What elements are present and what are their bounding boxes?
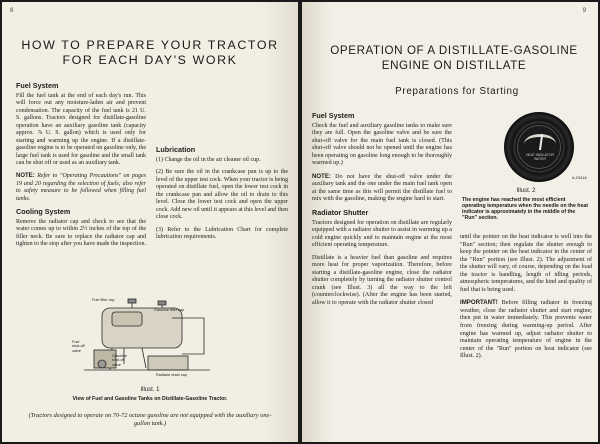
gauge-face — [517, 125, 561, 169]
figure-title: Illust. 1 — [140, 387, 160, 393]
paragraph: Remove the radiator cap and check to see that the water comes up to within 2½ inches of the top of the filler neck. Be sure to replace the radiator cap and tighten to the stop after you have made the inspection. — [16, 218, 146, 248]
label-gasoline-filler-cap: Gasoline filler cap — [154, 308, 185, 312]
note-paragraph — [16, 173, 146, 203]
figure-code: A-2341A — [572, 176, 587, 180]
figure-title: Illust. 2 — [516, 188, 536, 194]
gauge-label: HEAT INDICATOR WATER — [525, 153, 554, 161]
list-item: (1) Change the oil in the air cleaner oil cup. — [156, 156, 261, 163]
section-heading-cooling-system: Cooling System — [16, 207, 71, 217]
label-fuel-shutoff-valve: Fuel shut-off valve — [72, 340, 85, 353]
paragraph: Check the fuel and auxiliary gasoline tanks to make sure they are full. Open the gasoline valve and be sure the shut-off valve for the main fuel tank is closed. (This shut-off valve should not be opened until the engine has been operating on gasoline long enough to be thoroughly warmed up.) — [312, 122, 452, 167]
important-text: Before filling radiator in freezing weather, close the radiator shutter and start engine; then put in water immediately. This prevents water from freezing during warming-up period. After engine has warmed up, adjust radiator shutter to maintain operating temperature of engine in the center of the "Run" portion on heat indicator (see Illust. 2). — [460, 300, 593, 360]
label-gasoline-shutoff-valve: Gasoline shut-off valve — [112, 354, 127, 367]
right-page — [302, 2, 598, 442]
section-heading-lubrication: Lubrication — [156, 145, 196, 154]
note-label: NOTE: — [16, 173, 35, 180]
figure-caption: The engine has reached the most efficient operating temperature when the needle on the heat indicator is approximately in the middle of the "Run" section. — [462, 197, 588, 221]
tank-illustration — [72, 298, 222, 382]
left-column-2 — [156, 142, 288, 247]
page-subtitle: Preparations for Starting — [395, 86, 519, 97]
page-number: 9 — [582, 8, 586, 14]
list-item: (3) Refer to the Lubrication Chart for complete lubrication requirements. — [156, 226, 288, 241]
page-title: HOW TO PREPARE YOUR TRACTOR FOR EACH DAY'S WORK — [21, 38, 279, 67]
note-text: Refer to "Operating Precautions" on pages 19 and 20 regarding the selection of fuels; also refer to safety measure to be followed when filling fuel tanks. — [16, 173, 146, 202]
label-radiator-drain-cap: Radiator drain cap — [156, 373, 188, 377]
section-heading-radiator-shutter: Radiator Shutter — [312, 208, 369, 218]
figure-caption: View of Fuel and Gasoline Tanks on Distillate-Gasoline Tractor. — [72, 396, 228, 402]
page-title: OPERATION OF A DISTILLATE-GASOLINE ENGINE ON DISTILLATE — [330, 44, 578, 72]
note-paragraph — [312, 173, 452, 204]
important-paragraph — [460, 299, 592, 360]
heat-indicator-gauge-icon — [504, 112, 574, 182]
tank-drawing — [72, 298, 222, 382]
paragraph: Fill the fuel tank at the end of each day's run. This will force out any moisture-laden air and prevent condensation. The capacity of the fuel tank is 21 U. S. gallons. Tractors designed for distillate-gasoline operation have an auxiliary gasoline tank (capacity approx. ⅞ U. S. gallon) which is used only for starting and warming up the engine. If a distillate-gasoline engine is to be operated on gasoline only, the large fuel tank is used for gasoline and the small tank can be shut off or used as an auxiliary tank. — [16, 92, 146, 167]
section-heading-fuel-system: Fuel System — [312, 111, 355, 120]
paragraph: until the pointer on the heat indicator is well into the "Run" section; then regulate the shutter enough to keep the pointer on the heat indicator in the center of the "Run" portion (see Illust. 2). The adjustment of the shutter will vary, of course, depending on the load the tractor is handling, length of idling periods, atmospheric temperatures, and the kind and quality of fuel that is being used. — [460, 234, 592, 293]
paragraph: Distillate is a heavier fuel than gasoline and requires more heat for proper vaporization. Therefore, before starting a distillate-gasoline engine, close the radiator shutter completely by turning the radiator shutter control crank (see Illust. 3) all the way to the left (counterclockwise). (After the engine has been started, allow it to operate with the radiator shutter closed — [312, 254, 452, 307]
note-label: NOTE: — [312, 172, 331, 180]
right-column-1 — [312, 108, 452, 313]
note-text: Do not have the shut-off valve under the auxiliary tank and the one under the main fuel tank open at the same time as this will permit the distillate fuel to mix with the gasoline, making the engine hard to start. — [312, 173, 453, 203]
left-column-1 — [16, 78, 146, 254]
important-label: IMPORTANT! — [460, 299, 498, 307]
section-heading-fuel-system: Fuel System — [16, 81, 59, 90]
left-page — [2, 2, 298, 442]
paragraph: Tractors designed for operation on distillate are regularly equipped with a radiator shutter to assist in warming up a cold engine quickly and to maintain engine at the most efficient operating temperature. — [312, 219, 452, 249]
label-fuel-filler-cap: Fuel filler cap — [92, 298, 115, 302]
page-number: 8 — [10, 8, 14, 14]
list-item: (2) Be sure the oil in the crankcase pan is up to the level of the upper test cock. When your tractor is being operated on distillate fuel, open the lower test cock in the crankcase pan and allow the oil to drain to this level. Close the lower test cock and open the upper cock. Add new oil until it appears at this level and then close cock. — [156, 169, 289, 221]
heat-indicator-illustration — [460, 110, 592, 194]
right-column-2 — [460, 234, 592, 366]
figure-note: (Tractors designed to operate on 70-72 octane gasoline are not equipped with the auxiliary one-gallon tank.) — [28, 412, 272, 427]
